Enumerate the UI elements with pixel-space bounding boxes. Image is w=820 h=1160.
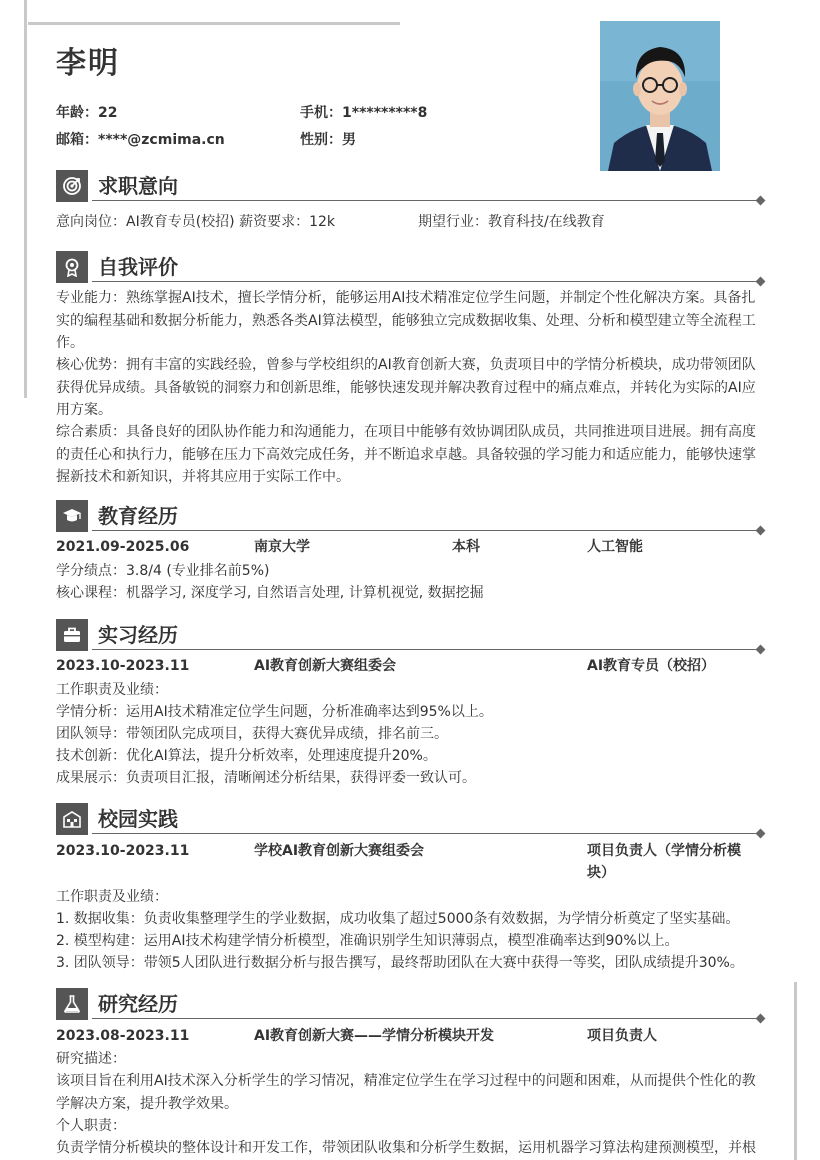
job-intent-industry: 期望行业：教育科技/在线教育 bbox=[418, 214, 605, 230]
job-intent-position: 意向岗位：AI教育专员(校招) 薪资要求：12k bbox=[56, 214, 336, 230]
section-header-self-evaluation bbox=[56, 251, 764, 283]
profile-photo bbox=[600, 21, 720, 171]
self-eval-strengths: 核心优势：拥有丰富的实践经验，曾参与学校组织的AI教育创新大赛，负责项目中的学情分析模块，成功带领团队获得优异成绩。具备敏锐的洞察力和创新思维，能够快速发现并解决教育过程中的痛点难点，并转化为实际的AI应用方案。 bbox=[56, 357, 756, 418]
campus-row bbox=[56, 840, 768, 884]
briefcase-icon bbox=[56, 619, 88, 651]
campus-period: 2023.10-2023.11 bbox=[56, 843, 190, 859]
section-header-campus bbox=[56, 803, 764, 835]
section-rule bbox=[92, 281, 758, 282]
age-field bbox=[56, 102, 117, 122]
section-header-education bbox=[56, 500, 764, 532]
badge-icon bbox=[56, 251, 88, 283]
education-courses: 核心课程：机器学习, 深度学习, 自然语言处理, 计算机视觉, 数据挖掘 bbox=[56, 585, 484, 601]
campus-line: 2. 模型构建：运用AI技术构建学情分析模型，准确识别学生知识薄弱点，模型准确率达到90%以上。 bbox=[56, 933, 679, 949]
research-line: 该项目旨在利用AI技术深入分析学生的学习情况，精准定位学生在学习过程中的问题和困难，从而提供个性化的教学解决方案，提升教学效果。 bbox=[56, 1073, 756, 1112]
internship-row bbox=[56, 655, 768, 677]
internship-org: AI教育创新大赛组委会 bbox=[254, 658, 397, 674]
section-rule bbox=[92, 200, 758, 201]
internship-role: AI教育专员（校招） bbox=[587, 658, 716, 674]
education-gpa: 学分绩点：3.8/4 (专业排名前5%) bbox=[56, 563, 270, 579]
email-label: 邮箱： bbox=[56, 132, 98, 148]
education-degree: 本科 bbox=[452, 539, 480, 555]
phone-field bbox=[300, 102, 427, 122]
education-school: 南京大学 bbox=[254, 539, 310, 555]
section-rule-diamond bbox=[756, 277, 766, 287]
section-title: 自我评价 bbox=[98, 255, 178, 279]
email-value: ****@zcmima.cn bbox=[98, 132, 225, 148]
research-project: AI教育创新大赛——学情分析模块开发 bbox=[254, 1028, 495, 1044]
section-title: 校园实践 bbox=[98, 807, 178, 831]
research-role: 项目负责人 bbox=[587, 1028, 657, 1044]
section-rule bbox=[92, 833, 758, 834]
education-row bbox=[56, 536, 768, 558]
section-title: 求职意向 bbox=[98, 174, 178, 198]
internship-line: 团队领导：带领团队完成项目，获得大赛优异成绩，排名前三。 bbox=[56, 726, 448, 742]
education-major: 人工智能 bbox=[587, 539, 643, 555]
phone-label: 手机： bbox=[300, 105, 342, 121]
self-eval-qualities: 综合素质：具备良好的团队协作能力和沟通能力，在项目中能够有效协调团队成员，共同推进项目进展。拥有高度的责任心和执行力，能够在压力下高效完成任务，并不断追求卓越。具备较强的学习能力和适应能力，能够快速掌握新技术和新知识，并将其应用于实际工作中。 bbox=[56, 424, 756, 485]
section-rule bbox=[92, 649, 758, 650]
research-line: 个人职责： bbox=[56, 1118, 126, 1134]
section-rule-diamond bbox=[756, 526, 766, 536]
section-title: 实习经历 bbox=[98, 623, 178, 647]
research-line: 负责学情分析模块的整体设计和开发工作，带领团队收集和分析学生数据，运用机器学习算法构建预测模型，并根 bbox=[56, 1140, 756, 1156]
target-icon bbox=[56, 170, 88, 202]
section-header-research bbox=[56, 988, 764, 1020]
self-eval-professional: 专业能力：熟练掌握AI技术，擅长学情分析，能够运用AI技术精准定位学生问题，并制定个性化解决方案。具备扎实的编程基础和数据分析能力，熟悉各类AI算法模型，能够独立完成数据收集、处理、分析和模型建立等全流程工作。 bbox=[56, 290, 756, 351]
section-rule-diamond bbox=[756, 645, 766, 655]
campus-line: 工作职责及业绩： bbox=[56, 889, 168, 905]
research-period: 2023.08-2023.11 bbox=[56, 1028, 190, 1044]
campus-role: 项目负责人（学情分析模块） bbox=[587, 843, 741, 881]
building-icon bbox=[56, 803, 88, 835]
internship-line: 成果展示：负责项目汇报，清晰阐述分析结果，获得评委一致认可。 bbox=[56, 770, 476, 786]
gender-value: 男 bbox=[342, 132, 356, 148]
section-title: 教育经历 bbox=[98, 504, 178, 528]
phone-value: 1*********8 bbox=[342, 105, 428, 121]
research-row bbox=[56, 1025, 768, 1047]
internship-period: 2023.10-2023.11 bbox=[56, 658, 190, 674]
campus-line: 1. 数据收集：负责收集整理学生的学业数据，成功收集了超过5000条有效数据，为学情分析奠定了坚实基础。 bbox=[56, 911, 740, 927]
section-rule-diamond bbox=[756, 829, 766, 839]
age-value: 22 bbox=[98, 105, 118, 121]
internship-line: 技术创新：优化AI算法，提升分析效率，处理速度提升20%。 bbox=[56, 748, 437, 764]
section-title: 研究经历 bbox=[98, 992, 178, 1016]
flask-icon bbox=[56, 988, 88, 1020]
education-period: 2021.09-2025.06 bbox=[56, 539, 190, 555]
gender-label: 性别： bbox=[300, 132, 342, 148]
campus-org: 学校AI教育创新大赛组委会 bbox=[254, 843, 425, 859]
section-rule bbox=[92, 530, 758, 531]
section-header-job-intent bbox=[56, 170, 764, 202]
internship-line: 工作职责及业绩： bbox=[56, 682, 168, 698]
decorative-top-bar bbox=[28, 22, 400, 25]
section-rule-diamond bbox=[756, 196, 766, 206]
decorative-left-bar bbox=[24, 0, 27, 398]
section-rule bbox=[92, 1018, 758, 1019]
age-label: 年龄： bbox=[56, 105, 98, 121]
internship-line: 学情分析：运用AI技术精准定位学生问题，分析准确率达到95%以上。 bbox=[56, 704, 493, 720]
campus-line: 3. 团队领导：带领5人团队进行数据分析与报告撰写，最终帮助团队在大赛中获得一等奖，团队成绩提升30%。 bbox=[56, 955, 744, 971]
graduation-cap-icon bbox=[56, 500, 88, 532]
research-line: 研究描述： bbox=[56, 1051, 126, 1067]
candidate-name: 李明 bbox=[56, 46, 120, 81]
section-rule-diamond bbox=[756, 1014, 766, 1024]
decorative-right-bar bbox=[794, 982, 797, 1160]
gender-field bbox=[300, 129, 356, 149]
section-header-internship bbox=[56, 619, 764, 651]
email-field bbox=[56, 129, 225, 149]
